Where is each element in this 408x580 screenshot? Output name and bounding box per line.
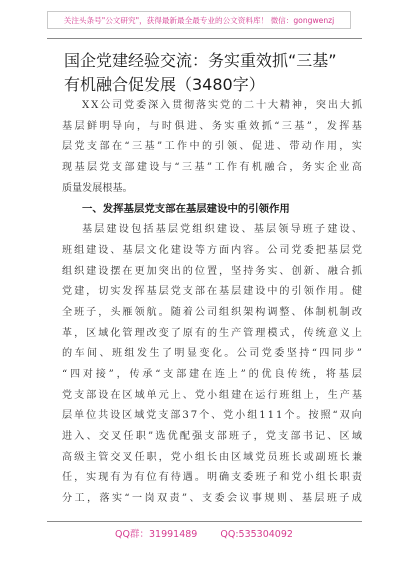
document-body (62, 96, 362, 510)
text-line: 进 入 、 交 叉 任 职 ” 选 优 配 强 支 部 班 子 ， 党 支 部 书 记 、 区 域 (62, 431, 362, 442)
text-line: 党 支 部 设 在 区 域 单 元 上 、 党 小 组 建 在 运 行 班 组 上 ， 生 产 基 (62, 389, 362, 401)
text-line: 分 工 ， 落 实 “ 一 岗 双 责 ” 、 支 委 会 议 事 规 则 、 基 层 班 子 成 (62, 493, 362, 505)
text-line: 现 基 层 党 支 部 建 设 与 “ 三 基 ” 工 作 有 机 融 合 ， 务 实 企 业 高 (62, 162, 362, 174)
text-line: 党 建 ， 切 实 发 挥 基 层 党 支 部 在 基 层 建 设 中 的 引 领 作 用 。 健 (62, 286, 362, 298)
text-line: 班 组 建 设 、 基 层 文 化 建 设 等 方 面 内 容 。 公 司 党 委 把 基 层 党 (62, 244, 362, 256)
section-heading: 一、发挥基层党支部在基层建设中的引领作用 (82, 203, 290, 216)
text-line: 层 党 支 部 在 “ 三 基 ” 工 作 中 的 引 领 、 促 进 、 带 动 作 用 ， 实 (62, 141, 362, 153)
text-line: 层 单 位 共 设 区 域 党 支 部 3 7 个 、 党 小 组 1 1 1 个 。 按 照 “ 双 向 (62, 410, 362, 422)
text-line: 组 织 建 设 摆 在 更 加 突 出 的 位 置 ， 坚 持 务 实 、 创 新 、 融 合 抓 (62, 265, 362, 277)
title-line-2: 有机融合促发展（3480字） (64, 75, 265, 94)
text-line: 基 层 建 设 包 括 基 层 党 组 织 建 设 、 基 层 领 导 班 子 建 设 、 (82, 224, 362, 236)
text-line: X X 公 司 党 委 深 入 贯 彻 落 实 党 的 二 十 大 精 神 ， 突 出 大 抓 (82, 100, 362, 111)
footer (0, 526, 408, 540)
text-line: 任 ， 实 现 有 为 有 位 有 待 遇 。 明 确 支 委 班 子 和 党 小 组 长 职 责 (62, 472, 362, 484)
footer-divider (47, 521, 362, 522)
text-line: 全 班 子 ， 头 雁 领 航 。 随 着 公 司 组 织 架 构 调 整 、 体 制 机 制 改 (62, 306, 362, 318)
text-line: “ 四 对 接 ” ， 传 承 “ 支 部 建 在 连 上 ” 的 优 良 传 统 ， 将 基 层 (62, 368, 362, 380)
document-title (64, 49, 364, 97)
text-line: 基 层 鲜 明 导 向 ， 与 时 俱 进 、 务 实 重 效 抓 “ 三 基 ” ， 发 挥 基 (62, 120, 362, 132)
footer-qq-group: QQ群：31991489 (115, 529, 198, 540)
title-line-1: 国企党建经验交流：务实重效抓“三基” (64, 51, 337, 70)
text-line: 革 ， 区 域 化 管 理 改 变 了 原 有 的 生 产 管 理 模 式 ， 传 统 意 义 上 (62, 327, 362, 339)
header-banner: 关注头条号"公文研究"，获得最新最全最专业的公文资料库！ 微信：gongwenzj (47, 11, 351, 29)
text-line: 质量发展根基。 (62, 182, 133, 194)
text-line: 的 车 间 、 班 组 发 生 了 明 显 变 化 。 公 司 党 委 坚 持 “ 四 同 步 ” (62, 348, 362, 360)
footer-qq: QQ:535304092 (220, 529, 293, 540)
text-line: 高 级 主 管 交 叉 任 职 ， 党 小 组 长 由 区 域 党 员 班 长 或 副 班 长 兼 (62, 451, 362, 463)
header-divider (47, 38, 362, 39)
